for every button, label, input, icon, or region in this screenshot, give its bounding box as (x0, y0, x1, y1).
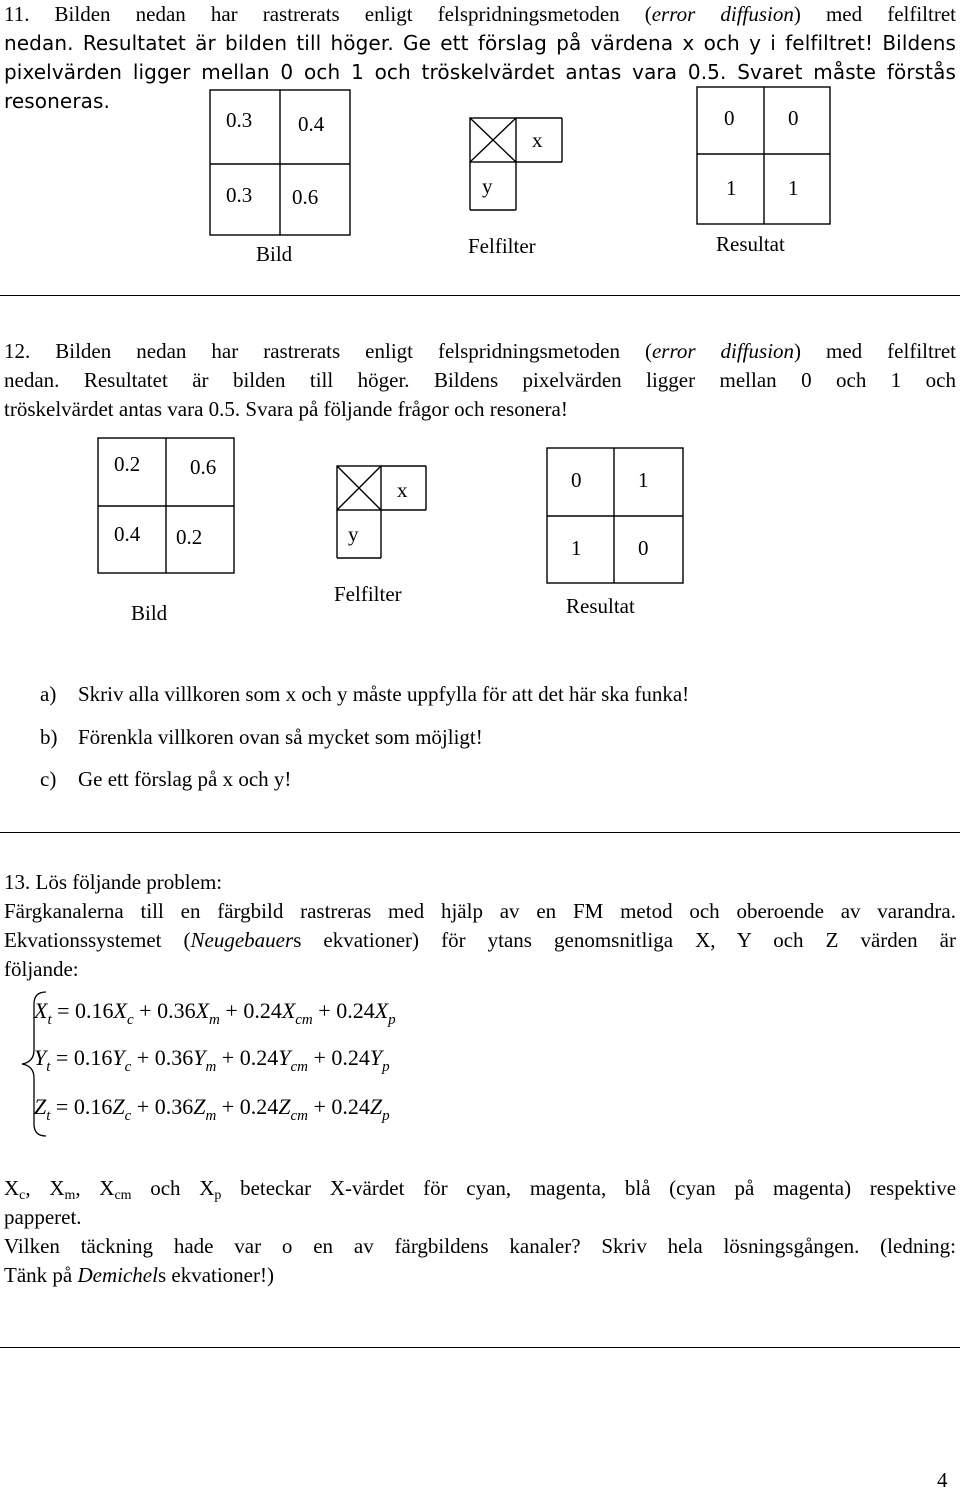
q11-text: nedan. Resultatet är bilden till höger. Ge ett förslag på värdena x och y i felfiltret! Bildens pixelvärden ligger mellan 0 och 1 och tröskelvärdet antas vara 0.5. Svaret måste förstås resoneras. (4, 31, 956, 113)
q11-line1: 11. Bilden nedan har rastrerats enligt felspridningsmetoden (error diffusion) med felfiltret (4, 2, 956, 26)
q11-resultat-cell: 0 (724, 106, 735, 130)
q11-bild-cell: 0.6 (292, 185, 319, 209)
q12-question-c: c) Ge ett förslag på x och y! (40, 767, 292, 791)
q12-resultat-cell: 1 (638, 468, 649, 492)
q11-filter-label: Felfilter (468, 234, 536, 258)
q12-resultat-cell: 1 (571, 536, 582, 560)
q12-line2: nedan. Resultatet är bilden till höger. Bildens pixelvärden ligger mellan 0 och 1 och (4, 368, 956, 392)
q12-bild-label: Bild (131, 601, 168, 625)
q11-bild-cell: 0.3 (226, 108, 253, 132)
divider (0, 832, 960, 833)
q11-bild-cell: 0.3 (226, 183, 253, 207)
equation-x: $X_t = 0.16X_c + 0.36X_m + 0.24X_{cm} + 0.24X_p$ (34, 998, 396, 1028)
q13-line4: följande: (4, 957, 79, 981)
q13-title: 13. Lös följande problem: (4, 870, 223, 894)
q12-bild-cell: 0.2 (176, 525, 203, 549)
q11-bild-label: Bild (256, 242, 293, 266)
equation-y: $Y_t = 0.16Y_c + 0.36Y_m + 0.24Y_{cm} + 0.24Y_p$ (34, 1045, 390, 1075)
q12-resultat-cell: 0 (638, 536, 649, 560)
q13-line2: Färgkanalerna till en färgbild rastreras med hjälp av en FM metod och oberoende av varandra. (4, 899, 956, 923)
q12-line1: 12. Bilden nedan har rastrerats enligt felspridningsmetoden (error diffusion) med felfiltret (4, 339, 956, 363)
q12-bild-cell: 0.4 (114, 522, 141, 546)
q12-bild-cell: 0.2 (114, 452, 141, 476)
q12-line3: tröskelvärdet antas vara 0.5. Svara på följande frågor och resonera! (4, 397, 568, 421)
q12-question-b: b) Förenkla villkoren ovan så mycket som möjligt! (40, 725, 483, 749)
divider (0, 1347, 960, 1348)
q12-question-a: a) Skriv alla villkoren som x och y måste uppfylla för att det här ska funka! (40, 682, 690, 706)
equation-z: $Z_t = 0.16Z_c + 0.36Z_m + 0.24Z_{cm} + 0.24Z_p$ (34, 1094, 390, 1124)
q12-diagrams (0, 0, 960, 700)
q12-resultat-cell: 0 (571, 468, 582, 492)
q13-notes-1: Xc, Xm, Xcm och Xp beteckar X-värdet för cyan, magenta, blå (cyan på magenta) respektive (4, 1176, 957, 1203)
page-number: 4 (937, 1468, 948, 1492)
q13-line3: Ekvationssystemet (Neugebauers ekvationer) för ytans genomsnitliga X, Y och Z värden är (4, 928, 956, 952)
q12-filter-y: y (348, 522, 359, 546)
q11-filter-x: x (532, 128, 543, 152)
q12-resultat-label: Resultat (566, 594, 635, 618)
q13-notes-3: Vilken täckning hade var o en av färgbildens kanaler? Skriv hela lösningsgången. (ledning: (4, 1234, 956, 1258)
brace (0, 0, 60, 1160)
q11-filter-y: y (482, 174, 493, 198)
q11-bild-cell: 0.4 (298, 112, 325, 136)
q13-notes-2: papperet. (4, 1205, 82, 1229)
q11-resultat-cell: 0 (788, 106, 799, 130)
q11-resultat-cell: 1 (788, 176, 799, 200)
q12-bild-cell: 0.6 (190, 455, 217, 479)
q12-filter-label: Felfilter (334, 582, 402, 606)
q12-filter-x: x (397, 478, 408, 502)
q11-resultat-label: Resultat (716, 232, 785, 256)
q13-notes-4: Tänk på Demichels ekvationer!) (4, 1263, 274, 1287)
q11-resultat-cell: 1 (726, 176, 737, 200)
